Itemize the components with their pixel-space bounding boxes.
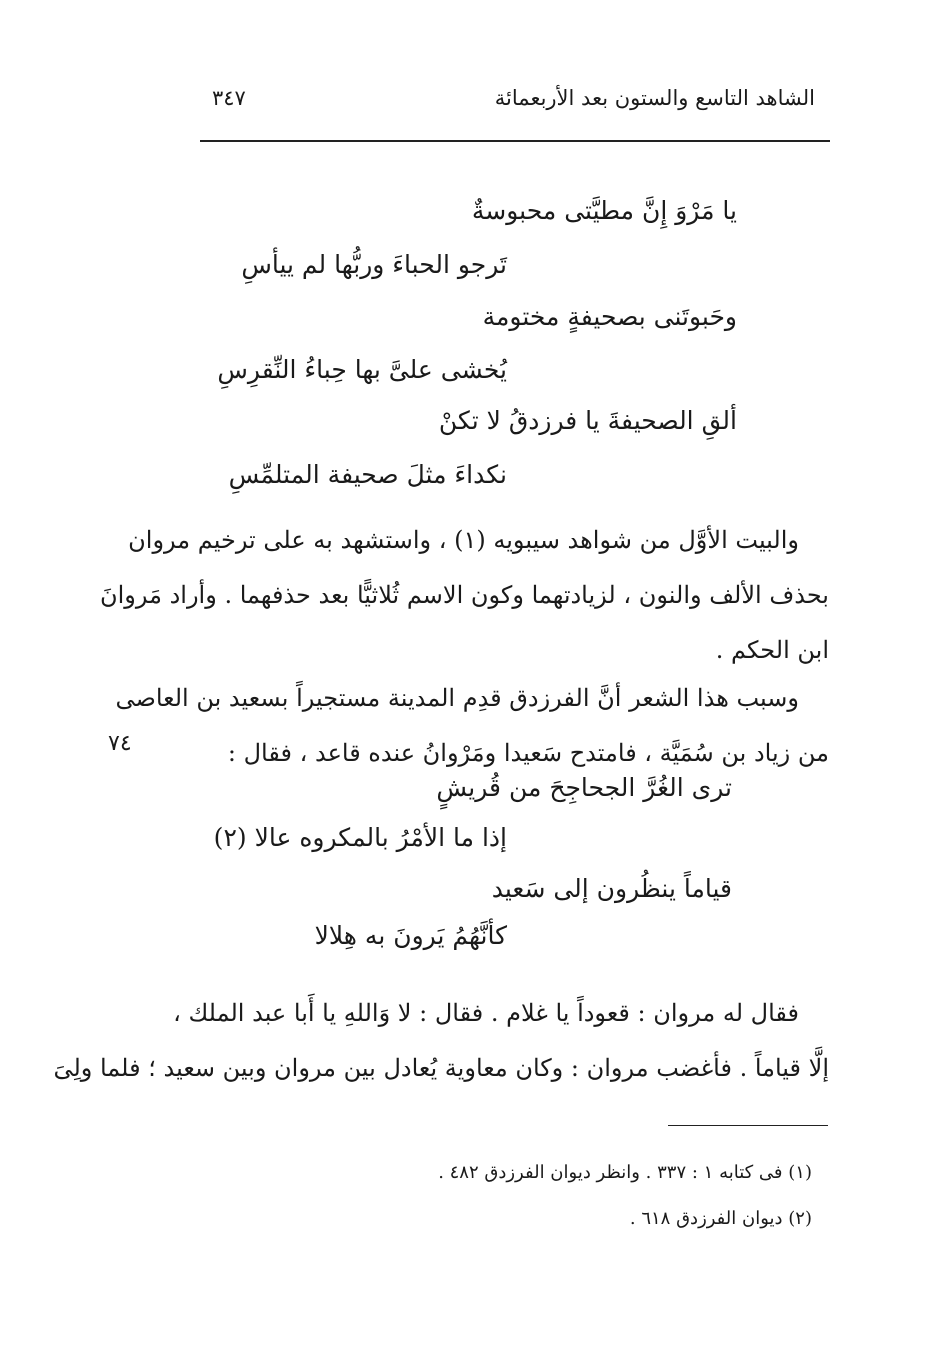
page-number: ٣٤٧ (212, 86, 246, 110)
verse-line: كأنَّهُمُ يَرونَ به هِلالا (314, 921, 507, 950)
running-header-title: الشاهد التاسع والستون بعد الأربعمائة (494, 86, 815, 110)
footnote: (١) فى كتابه ١ : ٣٣٧ . وانظر ديوان الفرزدق ٤٨٢ . (438, 1162, 812, 1183)
paragraph-line: وسبب هذا الشعر أنَّ الفرزدق قدِم المدينة مستجيراً بسعيد بن العاصى (115, 684, 799, 712)
paragraph (53, 986, 829, 1096)
paragraph-line: من زياد بن سُمَيَّة ، فامتدح سَعيدا ومَرْوانُ عنده قاعد ، فقال : (227, 739, 829, 767)
verse-line: قياماً ينظُرون إلى سَعيد (491, 874, 732, 903)
footnote: (٢) ديوان الفرزدق ٦١٨ . (629, 1208, 812, 1229)
verse-line: تَرجو الحباءَ وربُّها لم ييأسِ (241, 250, 507, 279)
verse-line: يا مَرْوَ إِنَّ مطيَّتى محبوسةٌ (471, 196, 737, 225)
paragraph-line: فقال له مروان : قعوداً يا غلام . فقال : لا وَاللهِ يا أَبا عبد الملك ، (173, 999, 799, 1027)
margin-verse-number: ٧٤ (108, 731, 132, 756)
header-rule (200, 140, 830, 142)
paragraph-line: بحذف الألف والنون ، لزيادتهما وكون الاسم ثُلاثيًّا بعد حذفهما . وأراد مَروانَ (100, 581, 829, 609)
verse-line: إذا ما الأمْرُ بالمكروه عالا (٢) (213, 823, 507, 852)
verse-line: يُخشى علىَّ بها حِباءُ النِّقرِسِ (217, 355, 507, 384)
verse-line: نكداءَ مثلَ صحيفة المتلمِّسِ (228, 460, 507, 489)
verse-line: ألقِ الصحيفةَ يا فرزدقُ لا تكنْ (438, 406, 737, 435)
paragraph (100, 513, 829, 678)
footnote-rule (668, 1125, 828, 1126)
paragraph-line: إلَّا قياماً . فأغضب مروان : وكان معاوية يُعادل بين مروان وبين سعيد ؛ فلما ولِىَ (53, 1054, 829, 1082)
paragraph-line: ابن الحكم . (715, 636, 829, 664)
verse-line: وحَبوتَنى بصحيفةٍ مختومة (482, 302, 737, 331)
verse-line: ترى الغُرَّ الجحاجِحَ من قُريشٍ (436, 773, 732, 802)
paragraph-line: والبيت الأوَّل من شواهد سيبويه (١) ، واستشهد به على ترخيم مروان (128, 526, 799, 554)
